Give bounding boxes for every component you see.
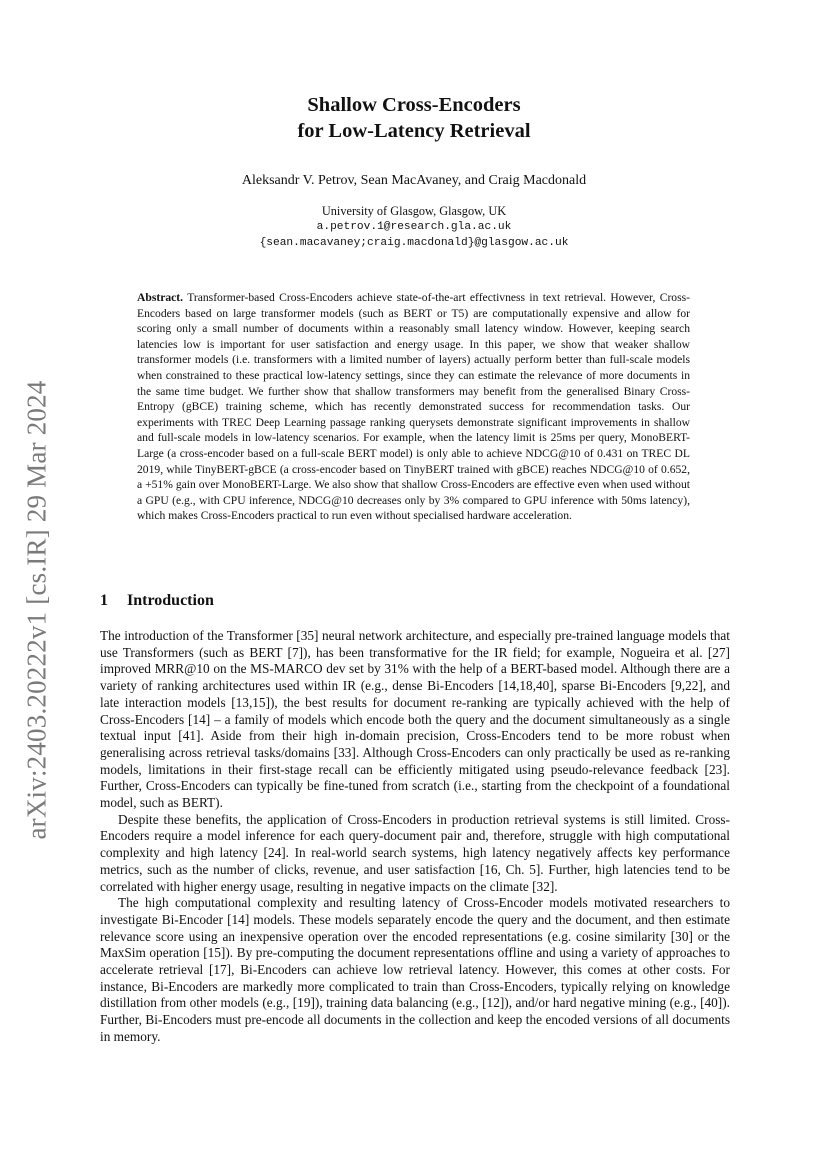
affiliation-block <box>0 203 828 251</box>
section-heading <box>100 592 214 610</box>
section-title: Introduction <box>127 592 214 609</box>
paper-title <box>0 92 828 144</box>
abstract-label: Abstract. <box>137 291 184 304</box>
paper-title-line-1: Shallow Cross-Encoders <box>307 94 521 116</box>
email-primary: a.petrov.1@research.gla.ac.uk <box>316 221 512 233</box>
arxiv-identifier-sidebar: arXiv:2403.20222v1 [cs.IR] 29 Mar 2024 <box>21 380 52 840</box>
email-secondary: {sean.macavaney;craig.macdonald}@glasgow.ac.uk <box>259 237 569 249</box>
introduction-body <box>100 628 730 1046</box>
abstract-text: Transformer-based Cross-Encoders achieve state-of-the-art effectivness in text retrieval. However, Cross-Encoders based on large transformer models (such as BERT or T5) are computationally expensive and allow for scoring only a small number of documents within a reasonably small latency window. However, keeping search latencies low is important for user satisfaction and energy usage. In this paper, we show that weaker shallow transformer models (i.e. transformers with a limited number of layers) actually perform better than full-scale models when constrained to these practical low-latency settings, since they can estimate the relevance of more documents in the same time budget. We further show that shallow transformers may benefit from the generalised Binary Cross-Entropy (gBCE) training scheme, which has recently demonstrated success for recommendation tasks. Our experiments with TREC Deep Learning passage ranking querysets demonstrate significant improvements in shallow and full-scale models in low-latency scenarios. For example, when the latency limit is 25ms per query, MonoBERT-Large (a cross-encoder based on a full-scale BERT model) is only able to achieve NDCG@10 of 0.431 on TREC DL 2019, while TinyBERT-gBCE (a cross-encoder based on TinyBERT trained with gBCE) reaches NDCG@10 of 0.652, a +51% gain over MonoBERT-Large. We also show that shallow Cross-Encoders are effective even when used without a GPU (e.g., with CPU inference, NDCG@10 decreases only by 3% compared to GPU inference with 50ms latency), which makes Cross-Encoders practical to run even without specialised hardware acceleration. <box>137 291 690 523</box>
author-list: Aleksandr V. Petrov, Sean MacAvaney, and Craig Macdonald <box>241 173 587 188</box>
paper-title-line-2: for Low-Latency Retrieval <box>297 120 531 142</box>
section-number: 1 <box>100 592 108 609</box>
paragraph: The high computational complexity and resulting latency of Cross-Encoder models motivated researchers to investigate Bi-Encoder [14] models. These models separately encode the query and the document, and then estimate relevance score using an inexpensive operation over the encoded representations (e.g. cosine similarity [30] or the MaxSim operation [15]). By pre-computing the document representations offline and using a variety of approaches to accelerate retrieval [17], Bi-Encoders can achieve low retrieval latency. However, this comes at other costs. For instance, Bi-Encoders are markedly more complicated to train than Cross-Encoders, typically relying on knowledge distillation from other models (e.g., [19]), training data balancing (e.g., [12]), and/or hard negative mining (e.g., [40]). Further, Bi-Encoders must pre-encode all documents in the collection and keep the encoded versions of all documents in memory. <box>100 895 730 1044</box>
abstract <box>137 290 690 524</box>
paragraph: The introduction of the Transformer [35] neural network architecture, and especially pre-trained language models that use Transformers (such as BERT [7]), has been transformative for the IR field; for example, Nogueira et al. [27] improved MRR@10 on the MS-MARCO dev set by 31% with the help of a BERT-based model. Although there are a variety of ranking architectures used within IR (e.g., dense Bi-Encoders [14,18,40], sparse Bi-Encoders [9,22], and late interaction models [13,15]), the best results for document re-ranking are typically achieved with the help of Cross-Encoders [14] – a family of models which encode both the query and the document simultaneously as a single textual input [41]. Aside from their high in-domain precision, Cross-Encoders tend to be more robust when generalising across retrieval tasks/domains [33]. Although Cross-Encoders can only practically be used as re-ranking models, limitations in their first-stage recall can be efficiently mitigated using pseudo-relevance feedback [23]. Further, Cross-Encoders can typically be fine-tuned from scratch (i.e., starting from the checkpoint of a foundational model, such as BERT). <box>100 628 730 811</box>
institution: University of Glasgow, Glasgow, UK <box>321 204 507 218</box>
paragraph: Despite these benefits, the application of Cross-Encoders in production retrieval systems is still limited. Cross-Encoders require a model inference for each query-document pair and, therefore, struggle with high computational complexity and high latency [24]. In real-world search systems, high latency negatively affects key performance metrics, such as the number of clicks, revenue, and user satisfaction [16, Ch. 5]. Further, high latencies tend to be correlated with higher energy usage, resulting in negative impacts on the climate [32]. <box>100 811 730 894</box>
